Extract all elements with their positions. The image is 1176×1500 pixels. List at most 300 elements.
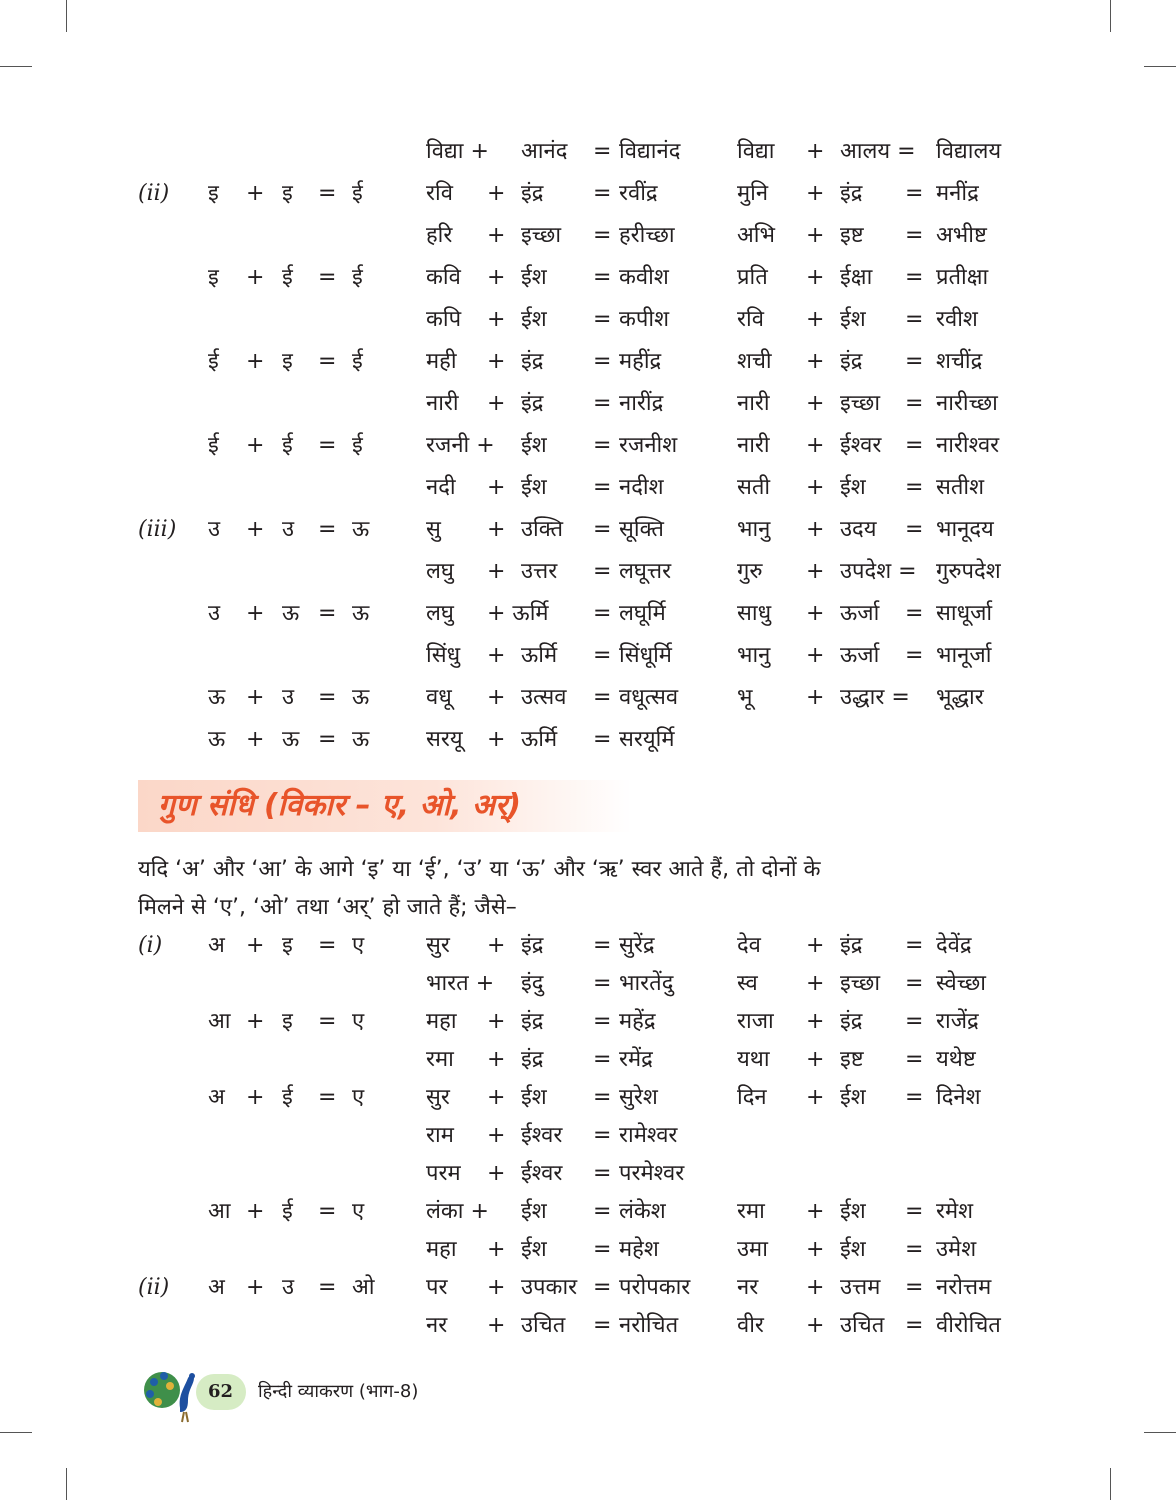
word-2: उत्सव <box>521 685 567 710</box>
combined-word: परोपकार <box>619 1275 691 1300</box>
combined-word: सुरेंद्र <box>619 933 655 958</box>
sandhi-row <box>0 217 1176 255</box>
combined-word: महेश <box>619 1237 659 1262</box>
vowel-result: ऊ <box>352 517 370 542</box>
equals-sign: = <box>593 1313 612 1338</box>
vowel-1: आ <box>208 1199 231 1224</box>
equals-sign: = <box>318 1275 337 1300</box>
word-4: उचित <box>840 1313 885 1338</box>
word-3: भू <box>737 685 753 710</box>
plus-sign: + <box>806 685 825 710</box>
plus-sign: + <box>246 265 265 290</box>
equals-sign: = <box>593 1275 612 1300</box>
plus-sign: + <box>487 1313 506 1338</box>
vowel-2: उ <box>282 517 295 542</box>
word-3: रमा <box>737 1199 765 1224</box>
plus-sign: + <box>487 1237 506 1262</box>
word-3: साधु <box>737 601 772 626</box>
vowel-2: ई <box>282 1199 293 1224</box>
word-3: नारी <box>737 433 770 458</box>
combined-word-2: विद्यालय <box>936 139 1002 164</box>
plus-sign: + <box>806 475 825 500</box>
equals-sign: = <box>593 1161 612 1186</box>
word-1: सिंधु <box>426 643 461 668</box>
word-1: रजनी + <box>426 433 495 458</box>
combined-word: भारतेंदु <box>619 971 674 996</box>
equals-sign: = <box>905 433 924 458</box>
equals-sign: = <box>593 727 612 752</box>
vowel-2: ऊ <box>282 601 300 626</box>
equals-sign: = <box>905 933 924 958</box>
plus-sign: + <box>806 559 825 584</box>
combined-word-2: अभीष्ट <box>936 223 987 248</box>
plus-sign: + <box>806 1199 825 1224</box>
word-1: सरयू <box>426 727 463 752</box>
word-2: इंद्र <box>521 1009 544 1034</box>
sandhi-row <box>0 553 1176 591</box>
word-3: गुरु <box>737 559 763 584</box>
vowel-2: उ <box>282 1275 295 1300</box>
word-4: आलय = <box>840 139 916 164</box>
combined-word: कपीश <box>619 307 670 332</box>
sandhi-row <box>0 595 1176 633</box>
plus-sign: + <box>806 391 825 416</box>
vowel-2: ई <box>282 1085 293 1110</box>
vowel-2: इ <box>282 349 293 374</box>
equals-sign: = <box>318 1199 337 1224</box>
combined-word: रवींद्र <box>619 181 658 206</box>
rule-paragraph-line-1: यदि ‘अ’ और ‘आ’ के आगे ‘इ’ या ‘ई’, ‘उ’ या ‘ऊ’ और ‘ऋ’ स्वर आते हैं, तो दोनों के <box>138 857 821 882</box>
plus-sign: + <box>487 265 506 290</box>
word-1: राम <box>426 1123 454 1148</box>
sandhi-row <box>0 343 1176 381</box>
plus-sign: + <box>246 433 265 458</box>
word-2: इंदु <box>521 971 544 996</box>
vowel-result: ऊ <box>352 727 370 752</box>
combined-word-2: भूद्धार <box>936 685 984 710</box>
vowel-1: अ <box>208 933 225 958</box>
vowel-1: ऊ <box>208 727 226 752</box>
plus-sign: + <box>246 685 265 710</box>
word-4: उदय <box>840 517 877 542</box>
sandhi-row <box>0 175 1176 213</box>
sandhi-row <box>0 1193 1176 1231</box>
word-1: लघु <box>426 559 454 584</box>
plus-sign: + <box>487 307 506 332</box>
sandhi-row <box>0 1041 1176 1079</box>
vowel-2: इ <box>282 181 293 206</box>
word-2: ऊर्मि <box>521 643 558 668</box>
item-number: (iii) <box>138 517 177 542</box>
plus-sign: + <box>487 559 506 584</box>
plus-sign: + <box>487 727 506 752</box>
word-1: परम <box>426 1161 461 1186</box>
sandhi-row <box>0 1231 1176 1269</box>
word-4: उद्धार = <box>840 685 910 710</box>
equals-sign: = <box>318 265 337 290</box>
plus-sign: + <box>806 223 825 248</box>
vowel-1: आ <box>208 1009 231 1034</box>
combined-word-2: उमेश <box>936 1237 977 1262</box>
equals-sign: = <box>318 517 337 542</box>
word-2: उपकार <box>521 1275 578 1300</box>
vowel-result: ऊ <box>352 685 370 710</box>
equals-sign: = <box>905 307 924 332</box>
plus-sign: + <box>487 475 506 500</box>
vowel-1: ई <box>208 433 219 458</box>
sandhi-row <box>0 679 1176 717</box>
item-number: (i) <box>138 933 163 958</box>
word-2: ईश <box>521 1237 547 1262</box>
word-3: भानु <box>737 643 771 668</box>
word-1: लघु <box>426 601 454 626</box>
sandhi-row <box>0 965 1176 1003</box>
word-4: उत्तम <box>840 1275 881 1300</box>
vowel-result: ए <box>352 933 365 958</box>
word-2: उक्ति <box>521 517 564 542</box>
equals-sign: = <box>593 971 612 996</box>
word-3: विद्या <box>737 139 775 164</box>
plus-sign: + <box>806 433 825 458</box>
combined-word-2: यथेष्ट <box>936 1047 976 1072</box>
sandhi-row <box>0 301 1176 339</box>
equals-sign: = <box>593 517 612 542</box>
plus-sign: + <box>246 1009 265 1034</box>
word-1: लंका + <box>426 1199 489 1224</box>
word-3: यथा <box>737 1047 770 1072</box>
vowel-result: ई <box>352 181 363 206</box>
word-1: नर <box>426 1313 448 1338</box>
combined-word-2: नारीश्वर <box>936 433 1000 458</box>
equals-sign: = <box>318 685 337 710</box>
vowel-2: इ <box>282 1009 293 1034</box>
equals-sign: = <box>905 1009 924 1034</box>
equals-sign: = <box>318 1009 337 1034</box>
plus-sign: + <box>806 1085 825 1110</box>
word-2: ईश्वर <box>521 1123 563 1148</box>
sandhi-row <box>0 133 1176 171</box>
equals-sign: = <box>905 181 924 206</box>
plus-sign: + <box>487 181 506 206</box>
page-number: 62 <box>208 1381 234 1402</box>
equals-sign: = <box>905 265 924 290</box>
word-1: विद्या + <box>426 139 489 164</box>
equals-sign: = <box>905 1275 924 1300</box>
combined-word-2: प्रतीक्षा <box>936 265 989 290</box>
plus-sign: + <box>487 391 506 416</box>
plus-sign: + ऊर्मि <box>487 601 549 626</box>
vowel-1: अ <box>208 1275 225 1300</box>
sandhi-row <box>0 721 1176 759</box>
word-4: इंद्र <box>840 933 863 958</box>
combined-word-2: राजेंद्र <box>936 1009 979 1034</box>
vowel-1: इ <box>208 265 219 290</box>
word-3: स्व <box>737 971 758 996</box>
equals-sign: = <box>318 601 337 626</box>
sandhi-row <box>0 1307 1176 1345</box>
plus-sign: + <box>487 223 506 248</box>
word-3: प्रति <box>737 265 768 290</box>
equals-sign: = <box>593 181 612 206</box>
equals-sign: = <box>905 1047 924 1072</box>
vowel-result: ई <box>352 265 363 290</box>
word-2: उत्तर <box>521 559 558 584</box>
combined-word: लघूर्मि <box>619 601 666 626</box>
combined-word: लंकेश <box>619 1199 666 1224</box>
combined-word: सुरेश <box>619 1085 658 1110</box>
vowel-1: इ <box>208 181 219 206</box>
equals-sign: = <box>593 1237 612 1262</box>
word-1: वधू <box>426 685 452 710</box>
word-1: मही <box>426 349 457 374</box>
sandhi-row <box>0 511 1176 549</box>
plus-sign: + <box>246 727 265 752</box>
combined-word-2: साधूर्जा <box>936 601 993 626</box>
vowel-1: अ <box>208 1085 225 1110</box>
word-1: कपि <box>426 307 462 332</box>
equals-sign: = <box>593 601 612 626</box>
equals-sign: = <box>593 139 612 164</box>
word-4: इष्ट <box>840 223 864 248</box>
combined-word: नारींद्र <box>619 391 664 416</box>
vowel-result: ई <box>352 349 363 374</box>
word-4: इंद्र <box>840 1009 863 1034</box>
equals-sign: = <box>318 1085 337 1110</box>
combined-word: सरयूर्मि <box>619 727 675 752</box>
equals-sign: = <box>318 433 337 458</box>
equals-sign: = <box>318 349 337 374</box>
word-4: इच्छा <box>840 391 881 416</box>
equals-sign: = <box>905 517 924 542</box>
combined-word-2: वीरोचित <box>936 1313 1001 1338</box>
word-2: ईश <box>521 433 547 458</box>
plus-sign: + <box>806 971 825 996</box>
word-4: ईश <box>840 1199 866 1224</box>
combined-word-2: भानूर्जा <box>936 643 992 668</box>
plus-sign: + <box>806 517 825 542</box>
combined-word: वधूत्सव <box>619 685 679 710</box>
section-heading: गुण संधि (विकार – ए, ओ, अर्) <box>158 788 521 823</box>
word-3: दिन <box>737 1085 767 1110</box>
plus-sign: + <box>806 643 825 668</box>
plus-sign: + <box>806 1237 825 1262</box>
equals-sign: = <box>905 349 924 374</box>
vowel-1: ऊ <box>208 685 226 710</box>
word-3: भानु <box>737 517 771 542</box>
word-2: आनंद <box>521 139 568 164</box>
plus-sign: + <box>246 517 265 542</box>
plus-sign: + <box>246 1085 265 1110</box>
combined-word-2: मनींद्र <box>936 181 979 206</box>
word-2: ईश <box>521 265 547 290</box>
equals-sign: = <box>905 1085 924 1110</box>
word-1: नारी <box>426 391 459 416</box>
vowel-result: ई <box>352 433 363 458</box>
word-3: अभि <box>737 223 775 248</box>
plus-sign: + <box>487 1047 506 1072</box>
combined-word: नदीश <box>619 475 664 500</box>
word-3: वीर <box>737 1313 764 1338</box>
word-3: राजा <box>737 1009 774 1034</box>
word-4: ईश <box>840 1085 866 1110</box>
word-2: उचित <box>521 1313 566 1338</box>
sandhi-row <box>0 1155 1176 1193</box>
plus-sign: + <box>487 643 506 668</box>
word-2: ऊर्मि <box>521 727 558 752</box>
plus-sign: + <box>487 933 506 958</box>
vowel-2: ई <box>282 433 293 458</box>
word-2: इंद्र <box>521 933 544 958</box>
word-1: हरि <box>426 223 453 248</box>
equals-sign: = <box>593 1199 612 1224</box>
word-4: इंद्र <box>840 349 863 374</box>
combined-word: कवीश <box>619 265 669 290</box>
vowel-result: ए <box>352 1085 365 1110</box>
combined-word: विद्यानंद <box>619 139 681 164</box>
combined-word: महेंद्र <box>619 1009 656 1034</box>
word-3: मुनि <box>737 181 769 206</box>
word-1: कवि <box>426 265 461 290</box>
plus-sign: + <box>246 933 265 958</box>
equals-sign: = <box>593 559 612 584</box>
vowel-1: ई <box>208 349 219 374</box>
sandhi-row <box>0 1079 1176 1117</box>
word-2: ईश <box>521 1199 547 1224</box>
vowel-result: ए <box>352 1009 365 1034</box>
plus-sign: + <box>806 1047 825 1072</box>
equals-sign: = <box>318 181 337 206</box>
word-4: ईश्वर <box>840 433 882 458</box>
vowel-2: ऊ <box>282 727 300 752</box>
plus-sign: + <box>487 1085 506 1110</box>
equals-sign: = <box>905 1237 924 1262</box>
word-3: सती <box>737 475 771 500</box>
combined-word-2: भानूदय <box>936 517 994 542</box>
word-1: महा <box>426 1009 457 1034</box>
plus-sign: + <box>806 349 825 374</box>
word-1: सुर <box>426 1085 450 1110</box>
equals-sign: = <box>905 1199 924 1224</box>
sandhi-row <box>0 1003 1176 1041</box>
plus-sign: + <box>806 265 825 290</box>
equals-sign: = <box>593 349 612 374</box>
plus-sign: + <box>487 1009 506 1034</box>
word-4: ईश <box>840 1237 866 1262</box>
plus-sign: + <box>487 1275 506 1300</box>
combined-word-2: स्वेच्छा <box>936 971 987 996</box>
plus-sign: + <box>487 517 506 542</box>
sandhi-row <box>0 259 1176 297</box>
combined-word-2: दिनेश <box>936 1085 981 1110</box>
item-number: (ii) <box>138 1275 170 1300</box>
sandhi-row <box>0 637 1176 675</box>
word-3: नारी <box>737 391 770 416</box>
word-1: सुर <box>426 933 450 958</box>
combined-word-2: शचींद्र <box>936 349 983 374</box>
word-2: इंद्र <box>521 349 544 374</box>
word-4: ऊर्जा <box>840 601 880 626</box>
vowel-result: ए <box>352 1199 365 1224</box>
combined-word: रामेश्वर <box>619 1123 678 1148</box>
plus-sign: + <box>246 1275 265 1300</box>
plus-sign: + <box>246 181 265 206</box>
combined-word: सूक्ति <box>619 517 664 542</box>
word-4: ऊर्जा <box>840 643 880 668</box>
combined-word-2: नरोत्तम <box>936 1275 992 1300</box>
combined-word-2: रमेश <box>936 1199 974 1224</box>
equals-sign: = <box>593 307 612 332</box>
plus-sign: + <box>806 601 825 626</box>
plus-sign: + <box>487 685 506 710</box>
sandhi-row <box>0 469 1176 507</box>
word-1: रवि <box>426 181 453 206</box>
word-2: ईश <box>521 1085 547 1110</box>
equals-sign: = <box>905 643 924 668</box>
combined-word-2: गुरुपदेश <box>936 559 1001 584</box>
word-1: पर <box>426 1275 448 1300</box>
word-3: नर <box>737 1275 759 1300</box>
equals-sign: = <box>905 391 924 416</box>
word-4: उपदेश = <box>840 559 917 584</box>
sandhi-row <box>0 427 1176 465</box>
equals-sign: = <box>318 727 337 752</box>
vowel-2: इ <box>282 933 293 958</box>
combined-word-2: नारीच्छा <box>936 391 998 416</box>
word-1: रमा <box>426 1047 454 1072</box>
plus-sign: + <box>487 1161 506 1186</box>
plus-sign: + <box>806 1275 825 1300</box>
word-3: रवि <box>737 307 764 332</box>
plus-sign: + <box>806 1009 825 1034</box>
combined-word-2: देवेंद्र <box>936 933 972 958</box>
word-2: ईश <box>521 475 547 500</box>
equals-sign: = <box>593 475 612 500</box>
combined-word-2: रवीश <box>936 307 978 332</box>
plus-sign: + <box>246 601 265 626</box>
sandhi-row <box>0 1269 1176 1307</box>
vowel-result: ऊ <box>352 601 370 626</box>
word-1: भारत + <box>426 971 495 996</box>
word-2: इंद्र <box>521 391 544 416</box>
equals-sign: = <box>593 643 612 668</box>
plus-sign: + <box>806 307 825 332</box>
word-2: इंद्र <box>521 1047 544 1072</box>
combined-word: लघूत्तर <box>619 559 672 584</box>
equals-sign: = <box>593 1085 612 1110</box>
combined-word: नरोचित <box>619 1313 679 1338</box>
vowel-2: ई <box>282 265 293 290</box>
book-title: हिन्दी व्याकरण (भाग-8) <box>258 1381 419 1402</box>
plus-sign: + <box>806 139 825 164</box>
word-3: देव <box>737 933 761 958</box>
word-2: इच्छा <box>521 223 562 248</box>
word-4: इच्छा <box>840 971 881 996</box>
word-2: ईश <box>521 307 547 332</box>
equals-sign: = <box>905 223 924 248</box>
equals-sign: = <box>593 265 612 290</box>
plus-sign: + <box>487 1123 506 1148</box>
plus-sign: + <box>246 1199 265 1224</box>
equals-sign: = <box>905 475 924 500</box>
sandhi-row <box>0 385 1176 423</box>
combined-word: रमेंद्र <box>619 1047 653 1072</box>
equals-sign: = <box>318 933 337 958</box>
word-4: ईश <box>840 307 866 332</box>
combined-word: हरीच्छा <box>619 223 675 248</box>
word-1: महा <box>426 1237 457 1262</box>
word-2: ईश्वर <box>521 1161 563 1186</box>
vowel-1: उ <box>208 517 221 542</box>
